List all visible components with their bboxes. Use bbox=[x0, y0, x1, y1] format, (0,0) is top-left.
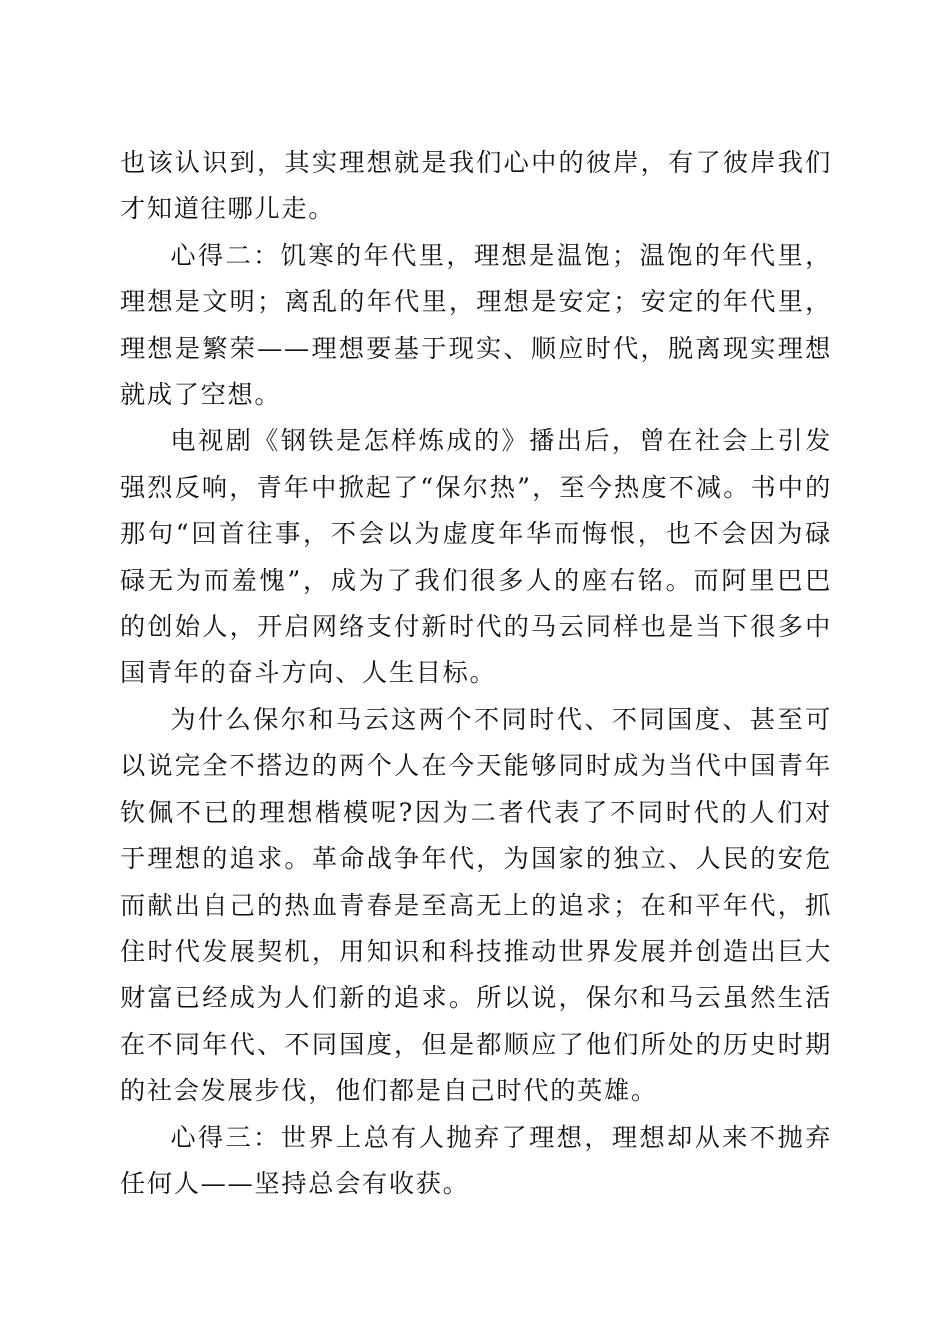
paragraph-why-paul-and-mayun: 为什么保尔和马云这两个不同时代、不同国度、甚至可以说完全不搭边的两个人在今天能够同时成为当代中国青年钦佩不已的理想楷模呢?因为二者代表了不同时代的人们对于理想的追求。革命战争年代，为国家的独立、人民的安危而献出自己的热血青春是至高无上的追求；在和平年代，抓住时代发展契机，用知识和科技推动世界发展并创造出巨大财富已经成为人们新的追求。所以说，保尔和马云虽然生活在不同年代、不同国度，但是都顺应了他们所处的历史时期的社会发展步伐，他们都是自己时代的英雄。 bbox=[120, 704, 832, 1106]
paragraph-continuation: 也该认识到，其实理想就是我们心中的彼岸，有了彼岸我们才知道往哪儿走。 bbox=[120, 148, 832, 224]
paragraph-insight-two: 心得二：饥寒的年代里，理想是温饱；温饱的年代里，理想是文明；离乱的年代里，理想是安定；安定的年代里，理想是繁荣——理想要基于现实、顺应时代，脱离现实理想就成了空想。 bbox=[120, 240, 832, 410]
paragraph-insight-three: 心得三：世界上总有人抛弃了理想，理想却从来不抛弃任何人——坚持总会有收获。 bbox=[120, 1122, 832, 1198]
document-body bbox=[120, 140, 832, 1207]
paragraph-paul-tv-series: 电视剧《钢铁是怎样炼成的》播出后，曾在社会上引发强烈反响，青年中掀起了“保尔热”，至今热度不减。书中的那句“回首往事，不会以为虚度年华而悔恨，也不会因为碌碌无为而羞愧”，成为了我们很多人的座右铭。而阿里巴巴的创始人，开启网络支付新时代的马云同样也是当下很多中国青年的奋斗方向、人生目标。 bbox=[120, 426, 832, 688]
